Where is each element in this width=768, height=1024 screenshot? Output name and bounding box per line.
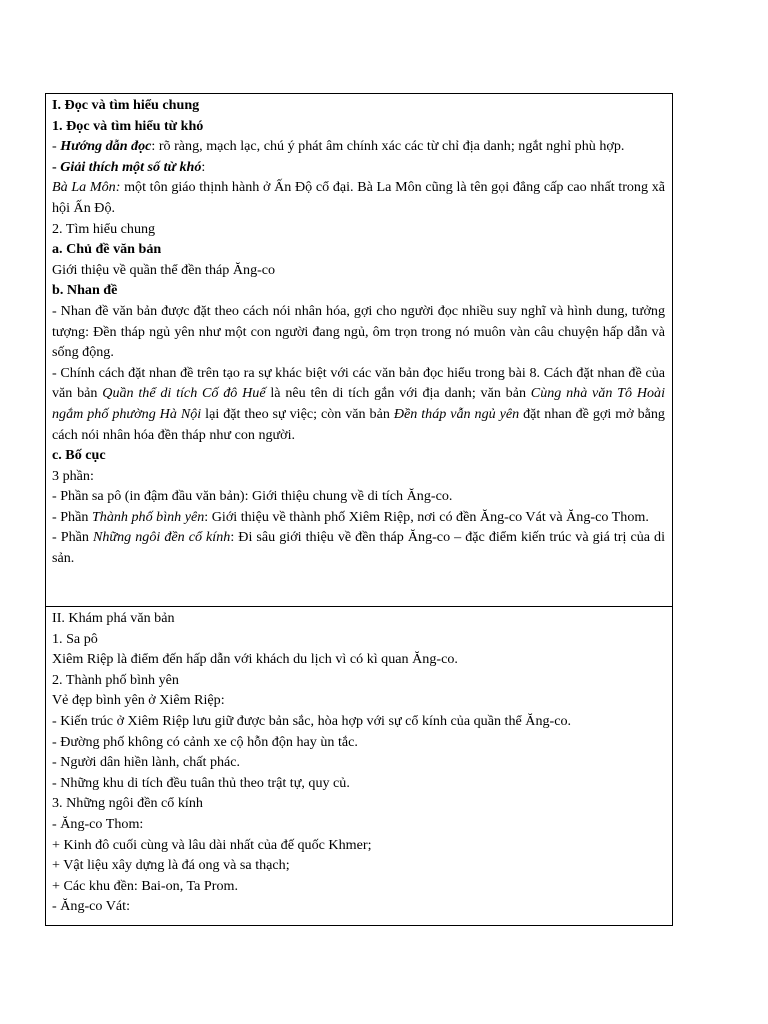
list-item: - Ăng-co Thom: xyxy=(52,815,144,832)
section-text-exploration xyxy=(46,606,672,925)
topic-text: Giới thiệu về quần thể đền tháp Ăng-co xyxy=(52,261,276,278)
subsection-heading: 3. Những ngôi đền cổ kính xyxy=(52,795,203,812)
title-heading: b. Nhan đề xyxy=(52,282,118,299)
section-heading: II. Khám phá văn bản xyxy=(52,610,175,626)
subsection-heading: 2. Tìm hiểu chung xyxy=(52,220,156,237)
list-item: + Vật liệu xây dựng là đá ong và sa thạch; xyxy=(52,857,290,874)
text-line: Vẻ đẹp bình yên ở Xiêm Riệp: xyxy=(52,692,225,709)
list-item: - Những khu di tích đều tuân thủ theo trật tự, quy củ. xyxy=(52,774,350,791)
subsection-heading: 1. Đọc và tìm hiểu từ khó xyxy=(52,117,204,134)
term-definition: Bà La Môn: một tôn giáo thịnh hành ở Ấn Độ cổ đại. Bà La Môn cũng là tên gọi đẳng cấp cao nhất trong xã hội Ấn Độ. xyxy=(52,179,665,216)
text-line: Xiêm Riệp là điểm đến hấp dẫn với khách du lịch vì có kì quan Ăng-co. xyxy=(52,651,458,668)
title-paragraph-1: - Nhan đề văn bản được đặt theo cách nói nhân hóa, gợi cho người đọc nhiều suy nghĩ và hình dung, tưởng tượng: Đền tháp ngủ yên như một con người đang ngủ, ôm trọn trong nó muôn vàn câu chuyện hấp dẫn và sống động. xyxy=(52,302,665,361)
layout-heading: c. Bố cục xyxy=(52,447,106,464)
layout-count: 3 phần: xyxy=(52,467,94,484)
section-reading-overview xyxy=(46,94,672,606)
list-item: - Ăng-co Vát: xyxy=(52,898,131,915)
difficult-words-label: - Giải thích một số từ khó: xyxy=(52,158,206,175)
title-paragraph-2: - Chính cách đặt nhan đề trên tạo ra sự khác biệt với các văn bản đọc hiểu trong bài 8. Cách đặt nhan đề của văn bản Quần thể di tích Cố đô Huế là nêu tên di tích gắn với địa danh; văn bản Cùng nhà văn Tô Hoài ngắm phố phường Hà Nội lại đặt theo sự việc; còn văn bản Đền tháp vẫn ngủ yên đặt nhan đề gợi mở bằng cách nói nhân hóa đền tháp như con người. xyxy=(52,364,666,443)
list-item: - Đường phố không có cảnh xe cộ hỗn độn hay ùn tắc. xyxy=(52,733,358,750)
document-table xyxy=(45,93,673,926)
list-item: - Kiến trúc ở Xiêm Riệp lưu giữ được bản sắc, hòa hợp với sự cổ kính của quần thể Ăng-co. xyxy=(52,712,572,729)
layout-part-2: - Phần Thành phố bình yên: Giới thiệu về thành phố Xiêm Riệp, nơi có đền Ăng-co Vát và Ăng-co Thom. xyxy=(52,508,649,525)
topic-heading: a. Chủ đề văn bản xyxy=(52,241,162,258)
list-item: + Kinh đô cuối cùng và lâu dài nhất của đế quốc Khmer; xyxy=(52,836,372,853)
subsection-heading: 2. Thành phố bình yên xyxy=(52,671,179,688)
reading-guide: - Hướng dẫn đọc: rõ ràng, mạch lạc, chú ý phát âm chính xác các từ chỉ địa danh; ngắt nghỉ phù hợp. xyxy=(52,138,625,155)
section-heading: I. Đọc và tìm hiểu chung xyxy=(52,97,200,113)
layout-part-1: - Phần sa pô (in đậm đầu văn bản): Giới thiệu chung về di tích Ăng-co. xyxy=(52,488,453,505)
list-item: - Người dân hiền lành, chất phác. xyxy=(52,754,241,771)
list-item: + Các khu đền: Bai-on, Ta Prom. xyxy=(52,877,238,894)
layout-part-3: - Phần Những ngôi đền cổ kính: Đi sâu giới thiệu về đền tháp Ăng-co – đặc điểm kiến trúc và giá trị của di sản. xyxy=(52,529,666,567)
subsection-heading: 1. Sa pô xyxy=(52,630,98,647)
